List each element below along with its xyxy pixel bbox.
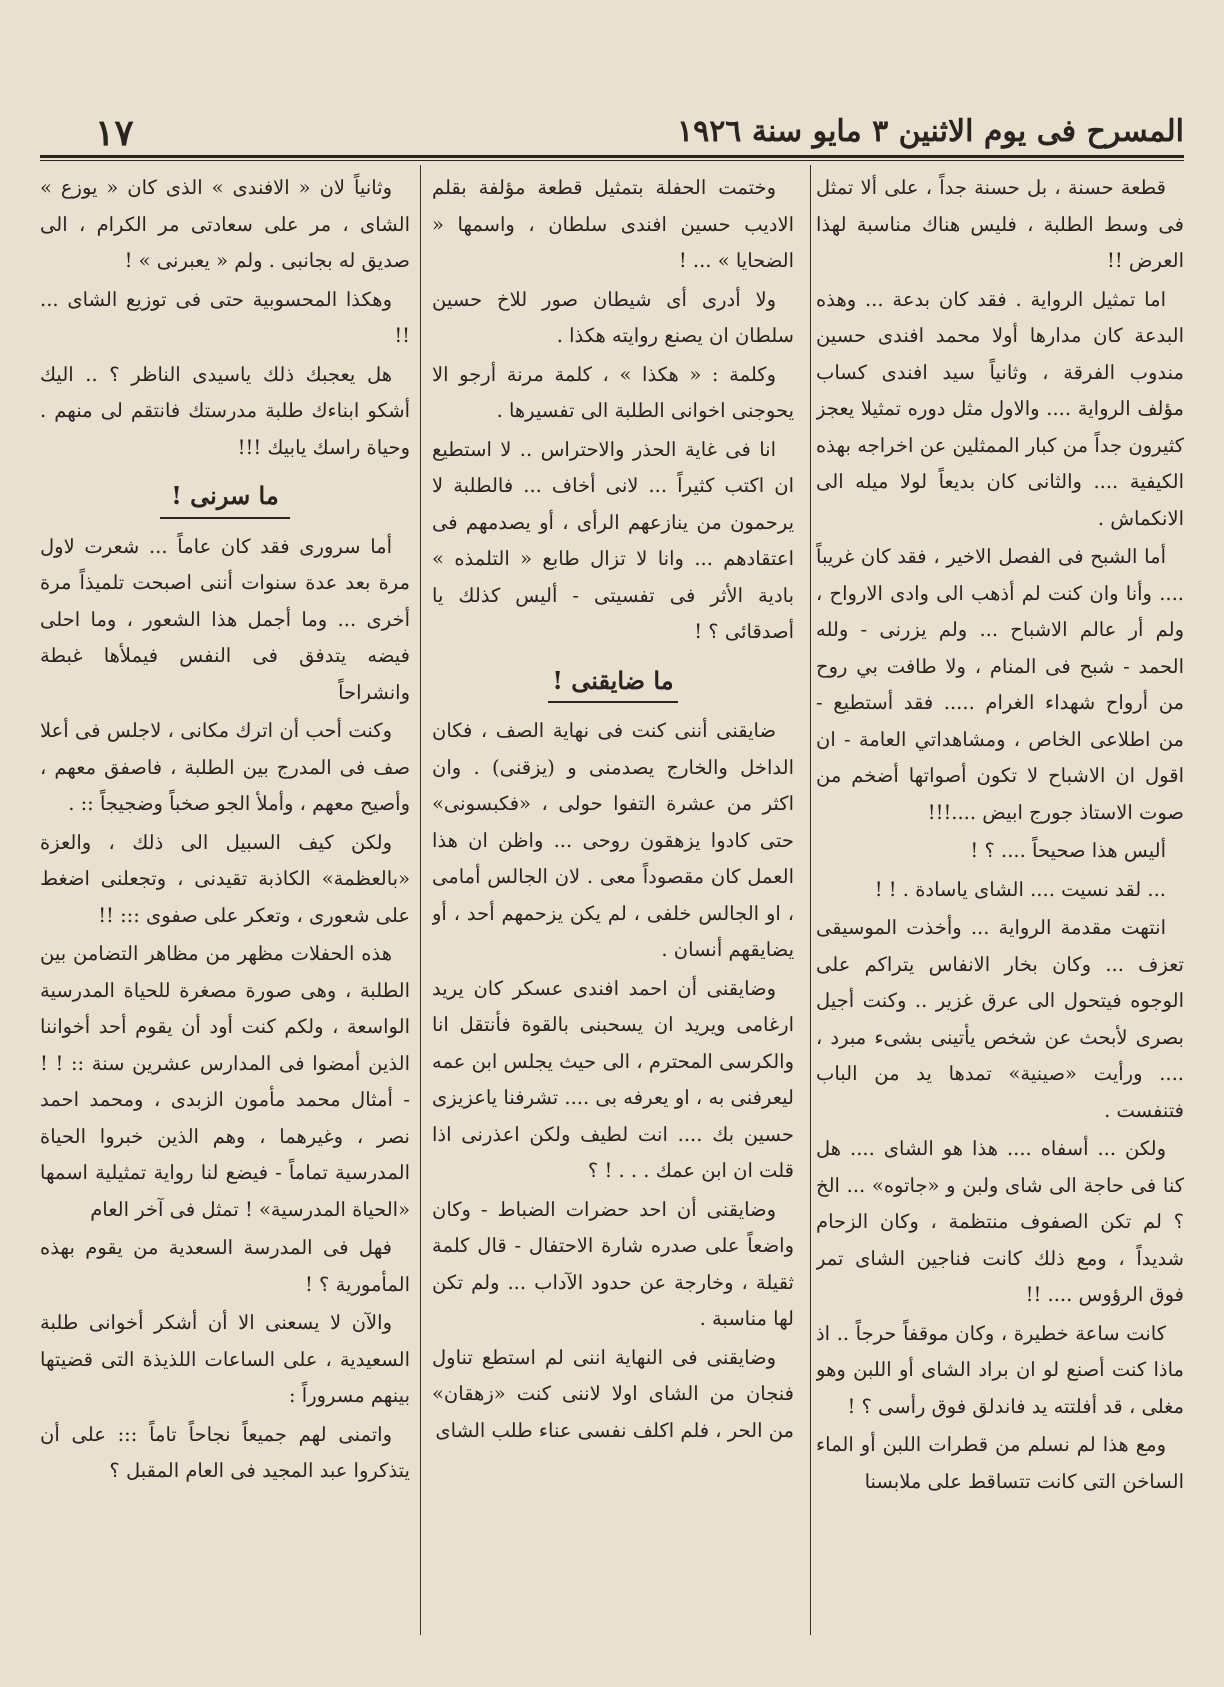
section-heading: ما ضايقنى ! [552, 665, 674, 695]
page-title: المسرح فى يوم الاثنين ٣ مايو سنة ١٩٢٦ [676, 114, 1184, 149]
paragraph: ... لقد نسيت .... الشاى ياسادة . ! ! [874, 877, 1166, 901]
section-heading: ما سرنى ! [171, 481, 279, 510]
paragraph: وكلمة : « هكذا » ، كلمة مرنة أرجو الا يحوجنى اخوانى الطلبة الى تفسيرها . [432, 362, 794, 422]
paragraph: وضايقنى فى النهاية اننى لم استطع تناول فنجان من الشاى اولا لاننى كنت «زهقان» من الحر ، فلم اكلف نفسى عناء طلب الشاى [432, 1345, 794, 1442]
column-right [816, 170, 1184, 1627]
paragraph: ومع هذا لم نسلم من قطرات اللبن أو الماء الساخن التى كانت تتساقط على ملابسنا [816, 1433, 1184, 1493]
paragraph: وضايقنى أن احد حضرات الضباط - وكان واضعاً على صدره شارة الاحتفال - قال كلمة ثقيلة ، وخارجة عن حدود الآداب ... ولم تكن لها مناسبة . [432, 1197, 794, 1330]
paragraph: كانت ساعة خطيرة ، وكان موقفاً حرجاً .. اذ ماذا كنت أصنع لو ان براد الشاى أو اللبن وهو مغلى ، قد أفلتته يد فاندلق فوق رأسى ؟ ! [816, 1321, 1184, 1418]
paragraph: هل يعجبك ذلك ياسيدى الناظر ؟ .. اليك أشكو ابناءك طلبة مدرستك فانتقم لى منهم . وحياة راسك يابيك !!! [40, 362, 410, 459]
paragraph: انا فى غاية الحذر والاحتراس .. لا استطيع ان اكتب كثيراً ... لانى أخاف ... فالطلبة لا يرحمون من ينازعهم الرأى ، أو يصدمهم فى اعتقادهم ... وانا لا تزال طابع « التلمذه » بادية الأثر فى تفسيتى - أليس كذلك يا أصدقائى ؟ ! [432, 437, 794, 643]
paragraph: ضايقنى أننى كنت فى نهاية الصف ، فكان الداخل والخارج يصدمنى و (يزقنى) . وان اكثر من عشرة التفوا حولى ، «فكبسونى» حتى كادوا يزهقون روحى ... واظن ان هذا العمل كان مقصوداً معى . لان الجالس أمامى ، او الجالس خلفى ، لم يكن يزحمهم أحد ، أو يضايقهم أنسان . [432, 719, 794, 961]
section-heading-rule [160, 517, 290, 519]
paragraph: وكنت أحب أن اترك مكانى ، لاجلس فى أعلا صف فى المدرج بين الطلبة ، فاصفق معهم ، وأصيح معهم ، وأملأ الجو صخباً وضجيجاً :: . [40, 719, 410, 815]
paragraph: ولكن ... أسفاه .... هذا هو الشاى .... هل كنا فى حاجة الى شاى ولبن و «جاتوه» ... الخ ؟ لم تكن الصفوف منتظمة ، وكان الزحام شديداً ، ومع ذلك كانت فناجين الشاى تمر فوق الرؤوس .... !! [816, 1137, 1184, 1306]
paragraph: وختمت الحفلة بتمثيل قطعة مؤلفة بقلم الاديب حسين افندى سلطان ، واسمها « الضحايا » ... ! [432, 176, 794, 272]
paragraph: فهل فى المدرسة السعدية من يقوم بهذه المأمورية ؟ ! [40, 1236, 410, 1296]
paragraph: وضايقنى أن احمد افندى عسكر كان يريد ارغامى ويريد ان يسحبنى بالقوة فأنتقل انا والكرسى المحترم ، الى حيث يجلس ابن عمه ليعرفنى به ، او يعرفه بى .... تشرفنا ياعزيزى حسين بك .... انت لطيف ولكن اعذرنى اذا قلت ان ابن عمك . . . ! ؟ [432, 976, 794, 1182]
paragraph: ولكن كيف السبيل الى ذلك ، والعزة «بالعظمة» الكاذبة تقيدنى ، وتجعلنى اضغط على شعورى ، وتعكر على صفوى ::: !! [40, 830, 410, 927]
section-heading-rule [548, 701, 678, 703]
paragraph: والآن لا يسعنى الا أن أشكر أخوانى طلبة السعيدية ، على الساعات اللذيذة التى قضيتها بينهم مسروراً : [40, 1311, 410, 1407]
paragraph: اما تمثيل الرواية . فقد كان بدعة ... وهذه البدعة كان مدارها أولا محمد افندى حسين مندوب الفرقة ، وثانياً سيد افندى كساب مؤلف الرواية .... والاول مثل دوره تمثيلا يعجز كثيرون جداً من كبار الممثلين عن اخراجه بهذه الكيفية .... والثانى كان بديعاً لولا ميله الى الانكماش . [816, 287, 1184, 530]
paragraph: أليس هذا صحيحاً .... ؟ ! [970, 839, 1166, 862]
paragraph: أما الشبح فى الفصل الاخير ، فقد كان غريباً .... وأنا وان كنت لم أذهب الى وادى الارواح ، ولم أر عالم الاشباح ... ولم يزرنى - ولله الحمد - شبح فى المنام ، ولا طافت بي روح من أرواح شهداء الغرام ..... فقد أستطيع - من اطلاعى الخاص ، ومشاهداتي العامة - ان اقول ان الاشباح لا تكون أصواتها أضخم من صوت الاستاذ جورج ابيض ....!!! [816, 545, 1184, 824]
header-rule-thin [40, 160, 1184, 161]
column-divider [810, 165, 811, 1635]
column-middle [432, 170, 794, 1627]
column-divider [420, 165, 421, 1635]
page-number: ١٧ [95, 112, 134, 154]
paragraph: قطعة حسنة ، بل حسنة جداً ، على ألا تمثل فى وسط الطلبة ، فليس هناك مناسبة لهذا العرض !! [816, 176, 1184, 272]
paragraph: ولا أدرى أى شيطان صور للاخ حسين سلطان ان يصنع روايته هكذا . [432, 287, 794, 347]
page-header [40, 96, 1184, 160]
header-rule-thick [40, 155, 1184, 158]
column-left [40, 170, 410, 1627]
paragraph: هذه الحفلات مظهر من مظاهر التضامن بين الطلبة ، وهى صورة مصغرة للحياة المدرسية الواسعة ، ولكم كنت أود أن يقوم أحد أخواننا الذين أمضوا فى المدارس عشرين سنة :: ! ! - أمثال محمد مأمون الزبدى ، ومحمد احمد نصر ، وغيرهما ، وهم الذين خبروا الحياة المدرسية تماماً - فيضع لنا رواية تمثيلية اسمها «الحياة المدرسية» ! تمثل فى آخر العام [40, 942, 410, 1221]
paragraph: وثانياً لان « الافندى » الذى كان « يوزع » الشاى ، مر على سعادتى مر الكرام ، الى صديق له بجانبى . ولم « يعبرنى » ! [40, 176, 410, 272]
paragraph: وهكذا المحسوبية حتى فى توزيع الشاى ... !! [40, 287, 410, 347]
paragraph: انتهت مقدمة الرواية ... وأخذت الموسيقى تعزف ... وكان بخار الانفاس يتراكم على الوجوه فيتحول الى عرق غزير .. وكنت أجيل بصرى لأبحث عن شخص يأتينى بشىء مبرد ، .... ورأيت «صينية» تمدها يد من الباب فتنفست . [816, 916, 1184, 1122]
paragraph: أما سرورى فقد كان عاماً ... شعرت لاول مرة بعد عدة سنوات أننى اصبحت تلميذاً مرة أخرى ... وما أجمل هذا الشعور ، وما احلى فيضه يتدفق فى النفس فيملأها غبطة وانشراحاً [40, 534, 410, 704]
paragraph: واتمنى لهم جميعاً نجاحاً تاماً ::: على أن يتذكروا عبد المجيد فى العام المقبل ؟ [40, 1422, 410, 1482]
